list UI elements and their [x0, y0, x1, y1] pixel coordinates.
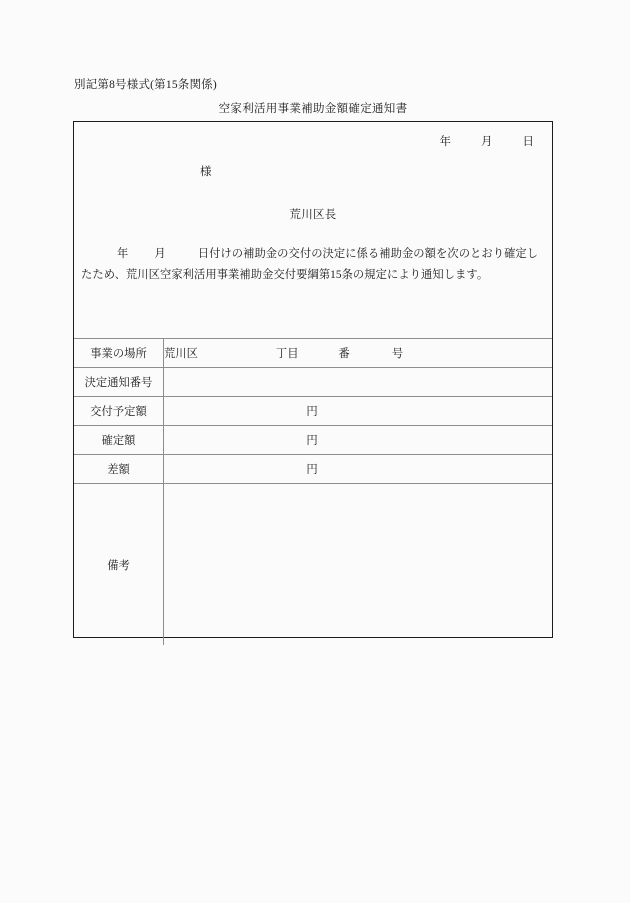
body-line-1: 日付けの補助金の交付の決定に係る補助金の額を次のとおり確定	[197, 248, 527, 260]
table-row	[74, 368, 552, 397]
form-frame	[73, 121, 553, 638]
addressee-honorific: 様	[200, 166, 212, 178]
location-go: 号	[391, 348, 404, 360]
table-row	[74, 455, 552, 484]
row-label-remarks: 備考	[74, 484, 164, 646]
yen-unit-planned: 円	[306, 406, 318, 418]
row-label-notice-number: 決定通知番号	[74, 368, 164, 397]
table-row	[74, 426, 552, 455]
table-row	[74, 484, 552, 646]
row-value-remarks	[164, 484, 553, 646]
row-value-difference	[164, 455, 553, 484]
body-date-year: 年	[117, 248, 129, 260]
issuer-name: 荒川区長	[289, 209, 337, 221]
row-label-location: 事業の場所	[74, 339, 164, 368]
issue-date-day: 日	[522, 136, 534, 148]
yen-unit-difference: 円	[306, 464, 318, 476]
yen-unit-confirmed: 円	[306, 435, 318, 447]
location-ward: 荒川区	[164, 348, 198, 360]
issue-date-month: 月	[481, 136, 493, 148]
row-label-confirmed-amount: 確定額	[74, 426, 164, 455]
body-date-month: 月	[154, 248, 166, 260]
letter-header-area	[74, 122, 552, 338]
form-code-label: 別記第8号様式(第15条関係)	[74, 79, 217, 91]
row-value-notice-number	[164, 368, 553, 397]
table-row	[74, 397, 552, 426]
row-value-planned-amount	[164, 397, 553, 426]
row-label-planned-amount: 交付予定額	[74, 397, 164, 426]
issue-date-year: 年	[439, 136, 451, 148]
row-value-location	[164, 339, 553, 368]
body-paragraph	[81, 244, 547, 286]
location-chome: 丁目	[275, 348, 299, 360]
page-title: 空家利活用事業補助金額確定通知書	[218, 103, 408, 115]
issue-date-line	[440, 133, 535, 149]
row-value-confirmed-amount	[164, 426, 553, 455]
details-table	[74, 338, 552, 645]
location-ban: 番	[338, 348, 350, 360]
table-row	[74, 339, 552, 368]
body-line-2: したため、荒川区空家利活用事業補助金交付要綱第15条の規定により通知します。	[81, 248, 539, 281]
row-label-difference: 差額	[74, 455, 164, 484]
